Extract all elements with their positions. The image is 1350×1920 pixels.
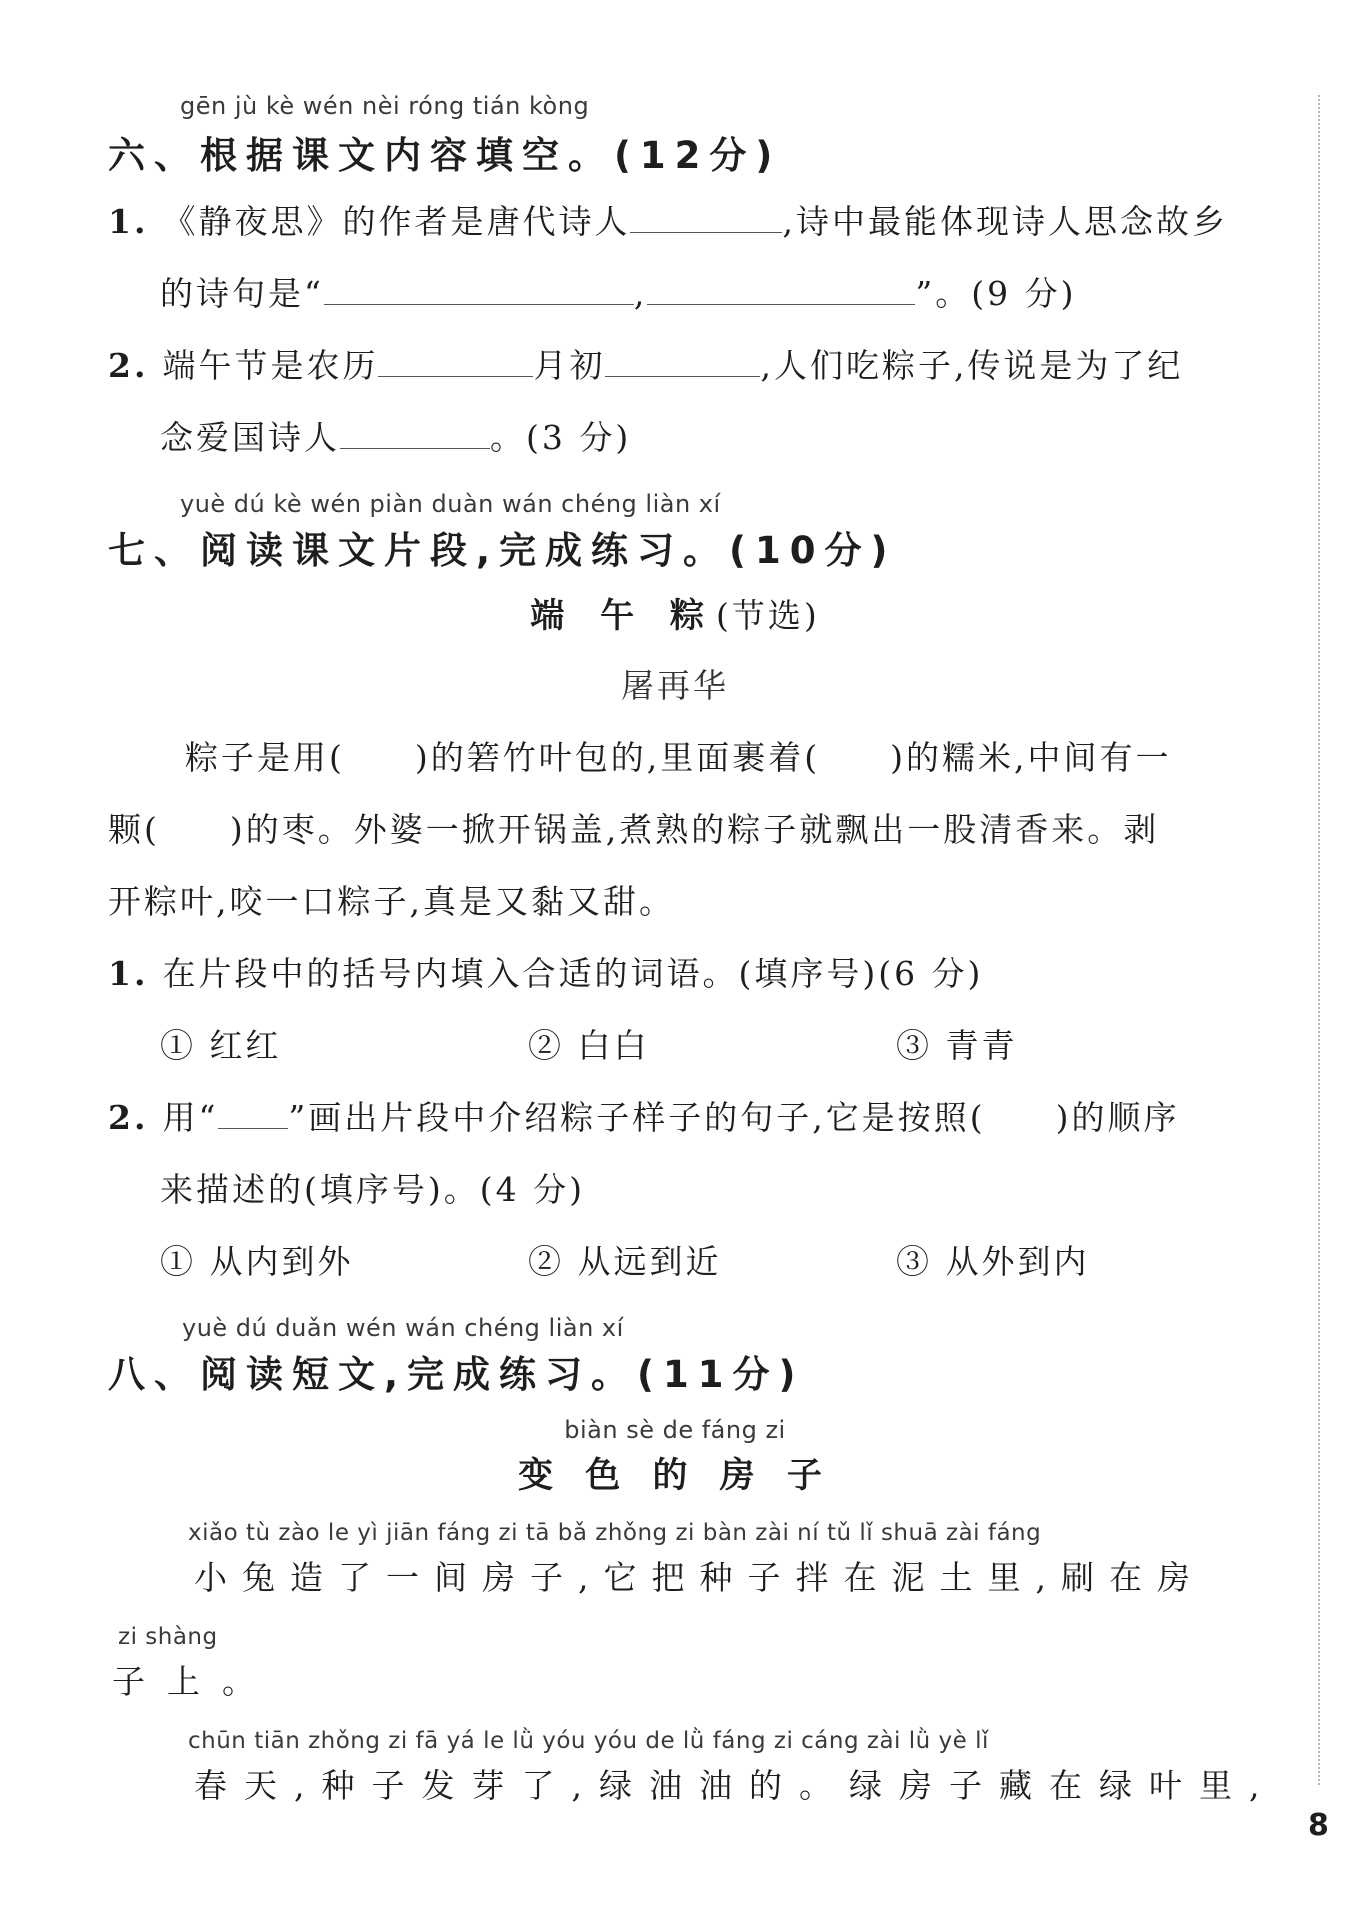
story-line3-pinyin: chūn tiān zhǒng zi fā yá le lǜ yóu yóu de lǜ fáng zi cáng zài lǜ yè lǐ [188,1728,989,1754]
answer-blank-month[interactable] [378,346,533,377]
margin-dotted-line [1318,95,1320,1785]
page-number: 8 [1308,1808,1329,1843]
q2-text: 月初 [533,346,606,385]
section7-q1 [108,948,983,995]
section6-pinyin: gēn jù kè wén nèi róng tián kòng [180,92,590,120]
passage-line1 [185,732,1172,779]
q2-text: 端午节是农历 [162,346,379,385]
section6-q1-line1 [108,196,1228,243]
q1-score: ”。(9 分) [915,274,1077,313]
q1-text: 在片段中的括号内填入合适的词语。(填序号)(6 分) [162,954,984,993]
q-number: 1. [108,202,149,241]
section6-q2-line2 [160,412,631,459]
answer-blank-poet[interactable] [630,202,782,233]
story-line2-pinyin: zi shàng [118,1624,218,1650]
section8-pinyin: yuè dú duǎn wén wán chéng liàn xí [182,1314,624,1342]
story-line1-pinyin: xiǎo tù zào le yì jiān fáng zi tā bǎ zhǒng zi bàn zài ní tǔ lǐ shuā zài fáng [188,1520,1042,1546]
story-line2-text: 子上。 [112,1662,277,1701]
underline-sample [218,1098,288,1129]
story-line3-text: 春天,种子发芽了,绿油油的。绿房子藏在绿叶里, [194,1766,1277,1805]
section7-q1-option-3[interactable]: ③ 青青 [896,1026,1018,1065]
passage-text: 粽子是用( [185,738,345,777]
q-number: 1. [108,954,149,993]
q2-text: ”画出片段中介绍粽子样子的句子,它是按照( [288,1098,986,1137]
passage-text: )的箬竹叶包的,里面裹着( [414,738,821,777]
section7-q2-line2: 来描述的(填序号)。(4 分) [160,1170,585,1209]
passage-note: (节选) [715,596,820,635]
answer-blank-verse1[interactable] [324,274,634,305]
section6-q2-line1 [108,340,1183,387]
passage-line2 [108,804,1159,851]
section7-q2-option-2[interactable]: ② 从远到近 [528,1242,722,1281]
section7-q1-option-2[interactable]: ② 白白 [528,1026,650,1065]
q-number: 2. [108,346,149,385]
q2-score: 。(3 分) [490,418,632,457]
q1-comma: , [633,274,648,313]
passage-text: 颗( [108,810,160,849]
section6-q1-line2 [160,268,1076,315]
passage-text: )的枣。外婆一掀开锅盖,煮熟的粽子就飘出一股清香来。剥 [229,810,1160,849]
section7-pinyin: yuè dú kè wén piàn duàn wán chéng liàn xí [180,490,721,518]
passage-author: 屠再华 [621,666,729,705]
q-number: 2. [108,1098,149,1137]
q2-text: 念爱国诗人 [160,418,340,457]
q1-text: ,诗中最能体现诗人思念故乡 [782,202,1228,241]
story-title-pinyin: biàn sè de fáng zi [564,1416,786,1444]
story-line1-text: 小兔造了一间房子,它把种子拌在泥土里,刷在房 [194,1558,1205,1597]
section7-title: 七、阅读课文片段,完成练习。(10分) [108,529,897,572]
q1-text: 《静夜思》的作者是唐代诗人 [162,202,631,241]
story-title: 变 色 的 房 子 [518,1456,832,1496]
passage-title-row [0,588,1350,637]
section7-q1-option-1[interactable]: ① 红红 [160,1026,282,1065]
passage-title: 端 午 粽 [530,596,716,636]
passage-text: )的糯米,中间有一 [890,738,1172,777]
q2-text: 用“ [162,1098,219,1137]
q2-text: )的顺序 [1055,1098,1180,1137]
passage-line3: 开粽叶,咬一口粽子,真是又黏又甜。 [108,882,675,921]
section7-q2-line1 [108,1092,1179,1139]
answer-blank-poet2[interactable] [340,418,490,449]
q1-text: 的诗句是“ [160,274,324,313]
q2-text: ,人们吃粽子,传说是为了纪 [760,346,1184,385]
answer-blank-verse2[interactable] [647,274,915,305]
section7-q2-option-1[interactable]: ① 从内到外 [160,1242,354,1281]
section6-title: 六、根据课文内容填空。(12分) [108,134,782,177]
section8-title: 八、阅读短文,完成练习。(11分) [108,1353,805,1396]
section7-q2-option-3[interactable]: ③ 从外到内 [896,1242,1090,1281]
answer-blank-day[interactable] [605,346,760,377]
